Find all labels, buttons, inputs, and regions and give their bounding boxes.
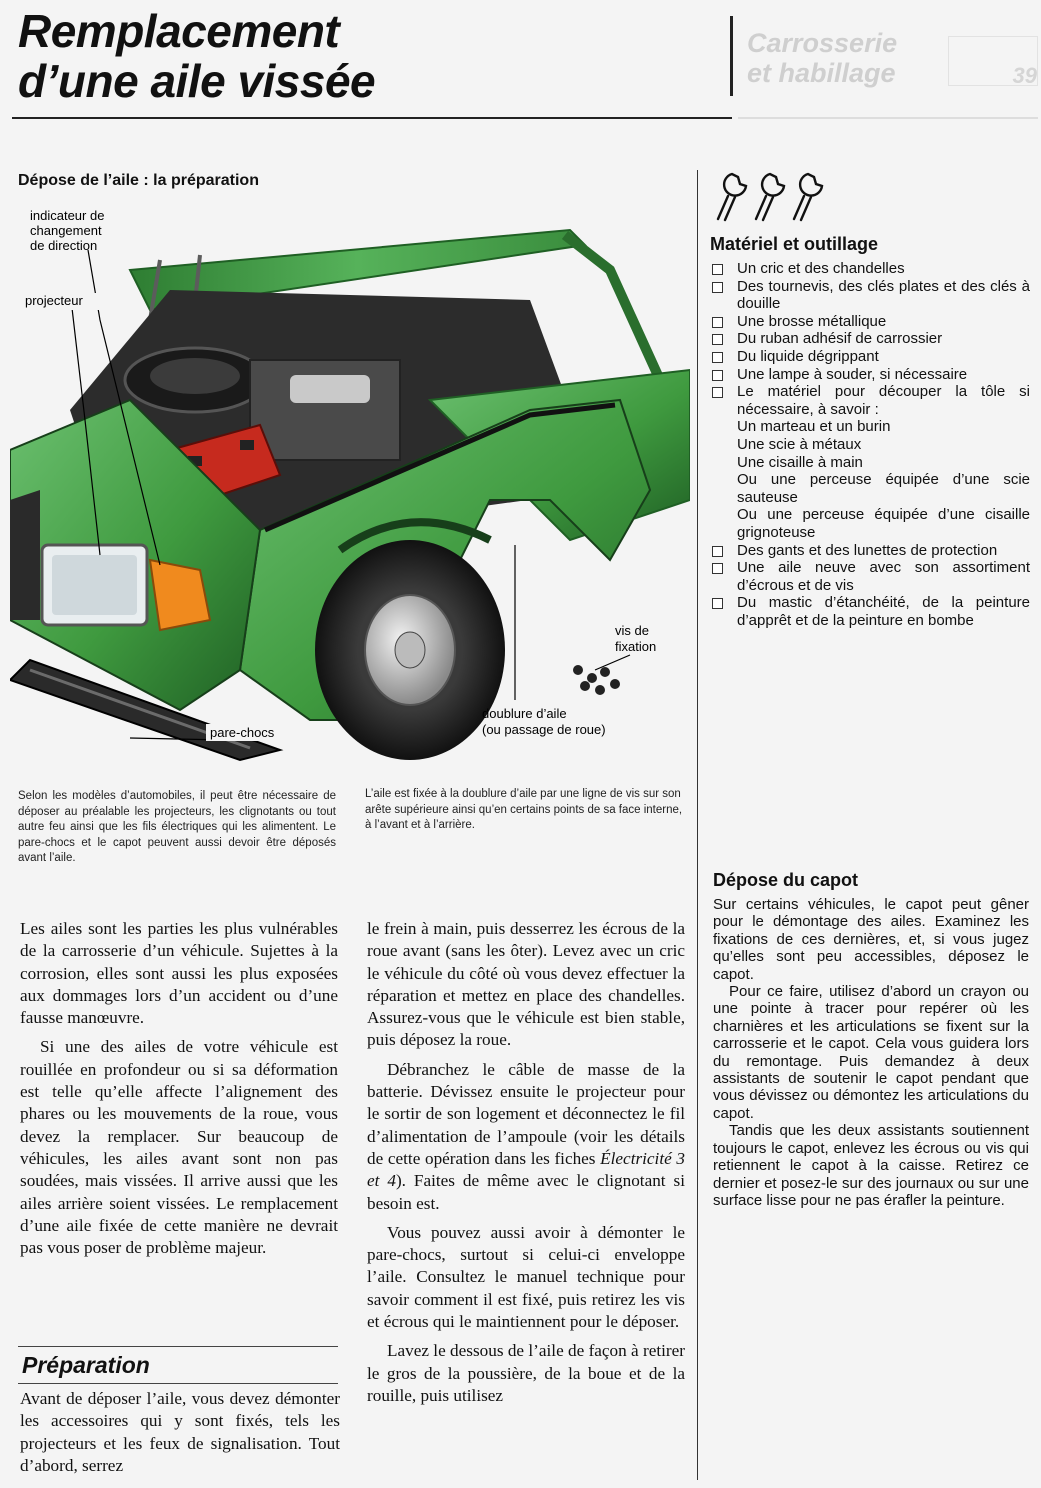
column-divider bbox=[697, 170, 698, 1480]
preparation-heading: Préparation bbox=[22, 1352, 150, 1378]
section-tab bbox=[730, 16, 938, 96]
header-rule-faded bbox=[738, 117, 1038, 119]
title-line-2: d’une aile vissée bbox=[18, 55, 376, 107]
tool-sub-item: Une scie à métaux bbox=[737, 435, 862, 453]
main-text-column-1 bbox=[20, 918, 338, 1259]
body-paragraph: le frein à main, puis desserrez les écrous de la roue avant (sans les ôter). Levez avec un cric le véhicule du côté où vous devez effectuer la réparation et mettez en place des chandelles. Assurez-vous que le véhicule est bien stable, puis déposez la roue. bbox=[367, 919, 685, 1050]
tool-checklist-item: Du liquide dégrippant bbox=[710, 348, 1030, 366]
tool-sub-item: Un marteau et un burin bbox=[737, 418, 891, 436]
capot-text bbox=[713, 896, 1029, 1209]
body-paragraph: Si une des ailes de votre véhicule est rouillée en profondeur ou si sa déformation est telle qu’elle affecte l’alignement des phares ou les mouvements de la roue, vous devez la remplacer. Sur beaucoup de véhicules, les ailes avant sont non pas soudées, mais vissées. Il arrive aussi que les ailes arrière soient vissées. Le remplacement d’une aile fixée de cette manière ne devrait pas vous poser de problème majeur. bbox=[20, 1037, 338, 1258]
tool-checklist-item: Une brosse métallique bbox=[710, 313, 1030, 331]
body-paragraph: Avant de déposer l’aile, vous devez démonter les accessoires qui y sont fixés, tels les projecteurs et les feux de signalisation. Tout d’abord, serrez bbox=[20, 1389, 340, 1475]
tool-sub-item: Ou une perceuse équipée d’une scie sauteuse bbox=[737, 471, 1030, 506]
label-pare-chocs: pare-chocs bbox=[210, 725, 275, 740]
tool-checklist-item: Des gants et des lunettes de protection bbox=[710, 542, 1030, 560]
radiator-grille bbox=[10, 490, 40, 620]
header-rule bbox=[12, 117, 732, 119]
capot-heading: Dépose du capot bbox=[713, 870, 859, 890]
capot-paragraph: Pour ce faire, utilisez d’abord un crayon ou une pointe à tracer pour repérer où les charnières et les articulations se fixent sur la carrosserie et le capot. Cela vous guidera lors du remontage. Puis demandez à deux assistants de soutenir le capot pendant que vous dévissez ou démontez les articulations du capot. bbox=[713, 983, 1029, 1122]
indicator-label-box bbox=[30, 208, 104, 253]
section-tab-text bbox=[733, 16, 938, 88]
capot-paragraph: Sur certains véhicules, le capot peut gêner pour le démontage des ailes. Examinez les fixations de ces dernières, et, si vous jugez qu’elles sont peu accessibles, déposez le capot. bbox=[713, 896, 1029, 983]
page-number: 39 bbox=[948, 36, 1038, 86]
preparation-rule-top bbox=[18, 1346, 338, 1347]
tool-checklist-item: Du ruban adhésif de carrossier bbox=[710, 330, 1030, 348]
label-projecteur: projecteur bbox=[25, 293, 83, 308]
label-indicateur-2: changement bbox=[30, 223, 102, 238]
body-paragraph: Vous pouvez aussi avoir à démonter le pare-chocs, surtout si celui-ci enveloppe l’aile. Consultez le manuel technique pour savoir comment il est fixé, puis retirez les vis et écrous qui le maintiennent pour le déposer. bbox=[367, 1222, 685, 1332]
tools-list bbox=[710, 260, 1030, 629]
section-tab-line-1: Carrosserie bbox=[747, 28, 898, 58]
figure-caption-right: L’aile est fixée à la doublure d’aile par une ligne de vis sur son arête supérieure ainsi qu’en certains points de sa face interne, à l’avant et à l’arrière. bbox=[365, 788, 683, 831]
preparation-rule-bottom bbox=[18, 1383, 338, 1384]
label-indicateur-3: de direction bbox=[30, 238, 98, 253]
capot-paragraph: Tandis que les deux assistants soutiennent toujours le capot, enlevez les écrous ou vis qui retiennent le capot à la caisse. Retirez ce dernier et posez-le sur des journaux ou sur une surface lisse pour ne pas érafler la peinture. bbox=[713, 1122, 1029, 1209]
windscreen-pillar bbox=[565, 235, 680, 390]
body-paragraph: Les ailes sont les parties les plus vulnérables de la carrosserie d’un véhicule. Sujettes à la corrosion, elles sont aussi les plus exposées aux dommages lors d’un accident ou d’une fausse manœuvre. bbox=[20, 919, 338, 1028]
tool-checklist-item: Un cric et des chandelles bbox=[710, 260, 1030, 278]
tool-sub-item: Une cisaille à main bbox=[737, 453, 863, 471]
label-doublure-1: doublure d’aile bbox=[482, 706, 567, 721]
body-paragraph: Lavez le dessous de l’aile de façon à retirer le gros de la poussière, de la boue et de la rouille, puis utilisez bbox=[367, 1341, 685, 1405]
preparation-text bbox=[20, 1388, 340, 1477]
tool-checklist-item: Une aile neuve avec son assortiment d’écrous et de vis bbox=[710, 559, 1030, 594]
tool-sub-item: Ou une perceuse équipée d’une cisaille grignoteuse bbox=[737, 506, 1030, 541]
section-tab-line-2: et habillage bbox=[747, 58, 896, 88]
tool-checklist-item: Le matériel pour découper la tôle si nécessaire, à savoir : bbox=[710, 383, 1030, 418]
title-line-1: Remplacement bbox=[18, 5, 340, 57]
tool-checklist-item: Une lampe à souder, si nécessaire bbox=[710, 366, 1030, 384]
tools-heading: Matériel et outillage bbox=[710, 234, 879, 254]
label-doublure-2: (ou passage de roue) bbox=[482, 722, 606, 737]
page-title bbox=[18, 6, 375, 106]
text-run: ). Faites de même avec le clignotant si besoin est. bbox=[367, 1171, 685, 1213]
text-run: Débranchez le câble de masse de la batterie. Dévissez ensuite le projecteur pour le sortir de son logement et déconnectez le fil d’alimentation de l’ampoule (voir les détails de cette opération dans les fiches bbox=[367, 1059, 685, 1168]
label-vis-2: fixation bbox=[615, 639, 657, 654]
tool-checklist-item: Du mastic d’étanchéité, de la peinture d’apprêt et de la peinture en bombe bbox=[710, 594, 1030, 629]
label-vis-1: vis de bbox=[615, 623, 649, 638]
tool-checklist-item: Des tournevis, des clés plates et des clés à douille bbox=[710, 278, 1030, 313]
main-text-column-2 bbox=[367, 918, 685, 1407]
indicator-light bbox=[150, 560, 210, 630]
body-paragraph bbox=[367, 1059, 685, 1215]
cross-reference: Électricité 3 et 4 bbox=[367, 1148, 685, 1191]
figure-heading: Dépose de l’aile : la préparation bbox=[18, 172, 259, 189]
figure-caption-left: Selon les modèles d’automobiles, il peut être nécessaire de déposer au préalable les projecteurs, les clignotants ou tout autre feu ainsi que les fils électriques qui les alimentent. Le pare-chocs et le capot peuvent aussi devoir être déposés avant l’aile. bbox=[18, 790, 336, 864]
wrench-icon bbox=[712, 164, 837, 224]
label-indicateur-1: indicateur de bbox=[30, 208, 105, 223]
car-fender-illustration bbox=[10, 200, 690, 780]
